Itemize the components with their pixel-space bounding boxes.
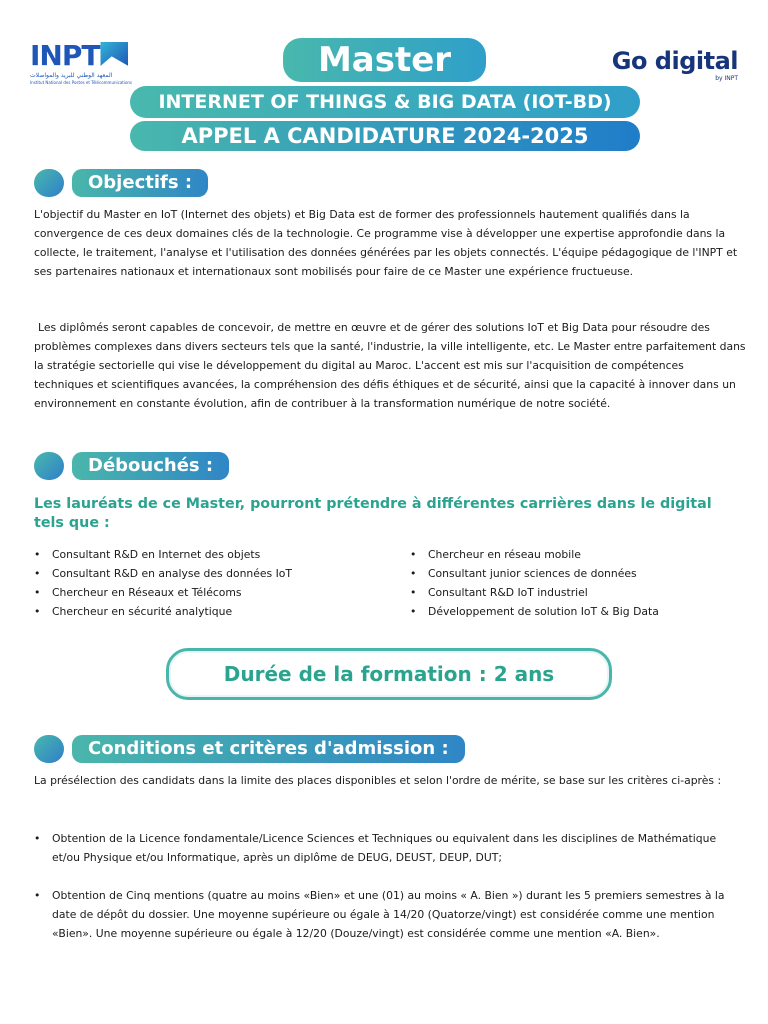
master-title: Master: [283, 38, 486, 82]
duree-box: [166, 648, 612, 700]
go-digital-logo: [598, 48, 738, 88]
list-item: • Chercheur en sécurité analytique: [34, 602, 292, 621]
objectifs-paragraph-1: L'objectif du Master en IoT (Internet des objets) et Big Data est de former des professionnels hautement qualifiés dans la convergence de ces deux domaines clés de la technologie. Ce programme vise à développer une expertise approfondie dans la collecte, le traitement, l'analyse et l'utilisation des données générées par les objets connectés. L'équipe pédagogique de l'INPT et ses partenaires nationaux et internationaux sont mobilisés pour faire de ce Master une expérience fructueuse.: [34, 208, 738, 278]
program-title: INTERNET OF THINGS & BIG DATA (IOT-BD): [130, 86, 640, 118]
list-item: • Obtention de la Licence fondamentale/Licence Sciences et Techniques ou equivalent dans les disciplines de Mathématique et/ou Physique et/ou Informatique, après un diplôme de DEUG, DEUST, DEUP, DUT;: [34, 829, 746, 867]
conditions-intro: La présélection des candidats dans la limite des places disponibles et selon l'ordre de mérite, se base sur les critères ci-après :: [34, 774, 722, 787]
list-item: • Consultant R&D IoT industriel: [410, 583, 659, 602]
debouches-list-left: [34, 545, 292, 621]
conditions-list-1: [34, 829, 746, 867]
list-item: • Obtention de Cinq mentions (quatre au moins «Bien» et une (01) au moins « A. Bien ») durant les 5 premiers semestres à la date de dépôt du dossier. Une moyenne supérieure ou égale à 14/20 (Quatorze/vingt) est considérée comme une mention «Bien». Une moyenne supérieure ou égale à 12/20 (Douze/vingt) est considérée comme une mention «A. Bien».: [34, 886, 746, 943]
objectifs-paragraph-2: Les diplômés seront capables de concevoir, de mettre en œuvre et de gérer des solutions IoT et Big Data pour résoudre des problèmes complexes dans divers secteurs tels que la santé, l'industrie, la ville intelligente, etc. Le Master entre parfaitement dans la stratégie sectorielle qui vise le développement du digital au Maroc. L'accent est mis sur l'acquisition de compétences techniques et scientifiques avancées, la compréhension des défis éthiques et de sécurité, ainsi que la capacité à innover dans un environnement en constante évolution, afin de contribuer à la transformation numérique de notre société.: [34, 321, 746, 410]
go-digital-brand: Go digital: [611, 47, 738, 75]
list-item: • Chercheur en réseau mobile: [410, 545, 659, 564]
duree-text: Durée de la formation : 2 ans: [223, 662, 555, 686]
appel-title: APPEL A CANDIDATURE 2024-2025: [130, 121, 640, 151]
inpt-logo-arabic: المعهد الوطني للبريد والمواصلات: [30, 72, 113, 79]
objectifs-label: Objectifs :: [72, 169, 208, 197]
list-item: • Développement de solution IoT & Big Data: [410, 602, 659, 621]
conditions-list-2: [34, 886, 746, 943]
inpt-logo: [30, 39, 140, 92]
section-dot-icon: [34, 169, 64, 197]
list-item: • Consultant R&D en analyse des données IoT: [34, 564, 292, 583]
list-item: • Consultant junior sciences de données: [410, 564, 659, 583]
inpt-logo-word: INPT: [30, 39, 100, 72]
debouches-lead: Les lauréats de ce Master, pourront prétendre à différentes carrières dans le digital tels que :: [34, 496, 712, 531]
go-digital-by: by INPT: [715, 75, 738, 82]
list-item: • Chercheur en Réseaux et Télécoms: [34, 583, 292, 602]
inpt-logo-subtitle: Institut National des Postes et Télécommunications: [30, 80, 133, 85]
conditions-label: Conditions et critères d'admission :: [72, 735, 465, 763]
section-dot-icon: [34, 452, 64, 480]
inpt-flag-icon: [100, 42, 128, 66]
debouches-list-right: [410, 545, 659, 621]
list-item: • Consultant R&D en Internet des objets: [34, 545, 292, 564]
debouches-label: Débouchés :: [72, 452, 229, 480]
section-dot-icon: [34, 735, 64, 763]
